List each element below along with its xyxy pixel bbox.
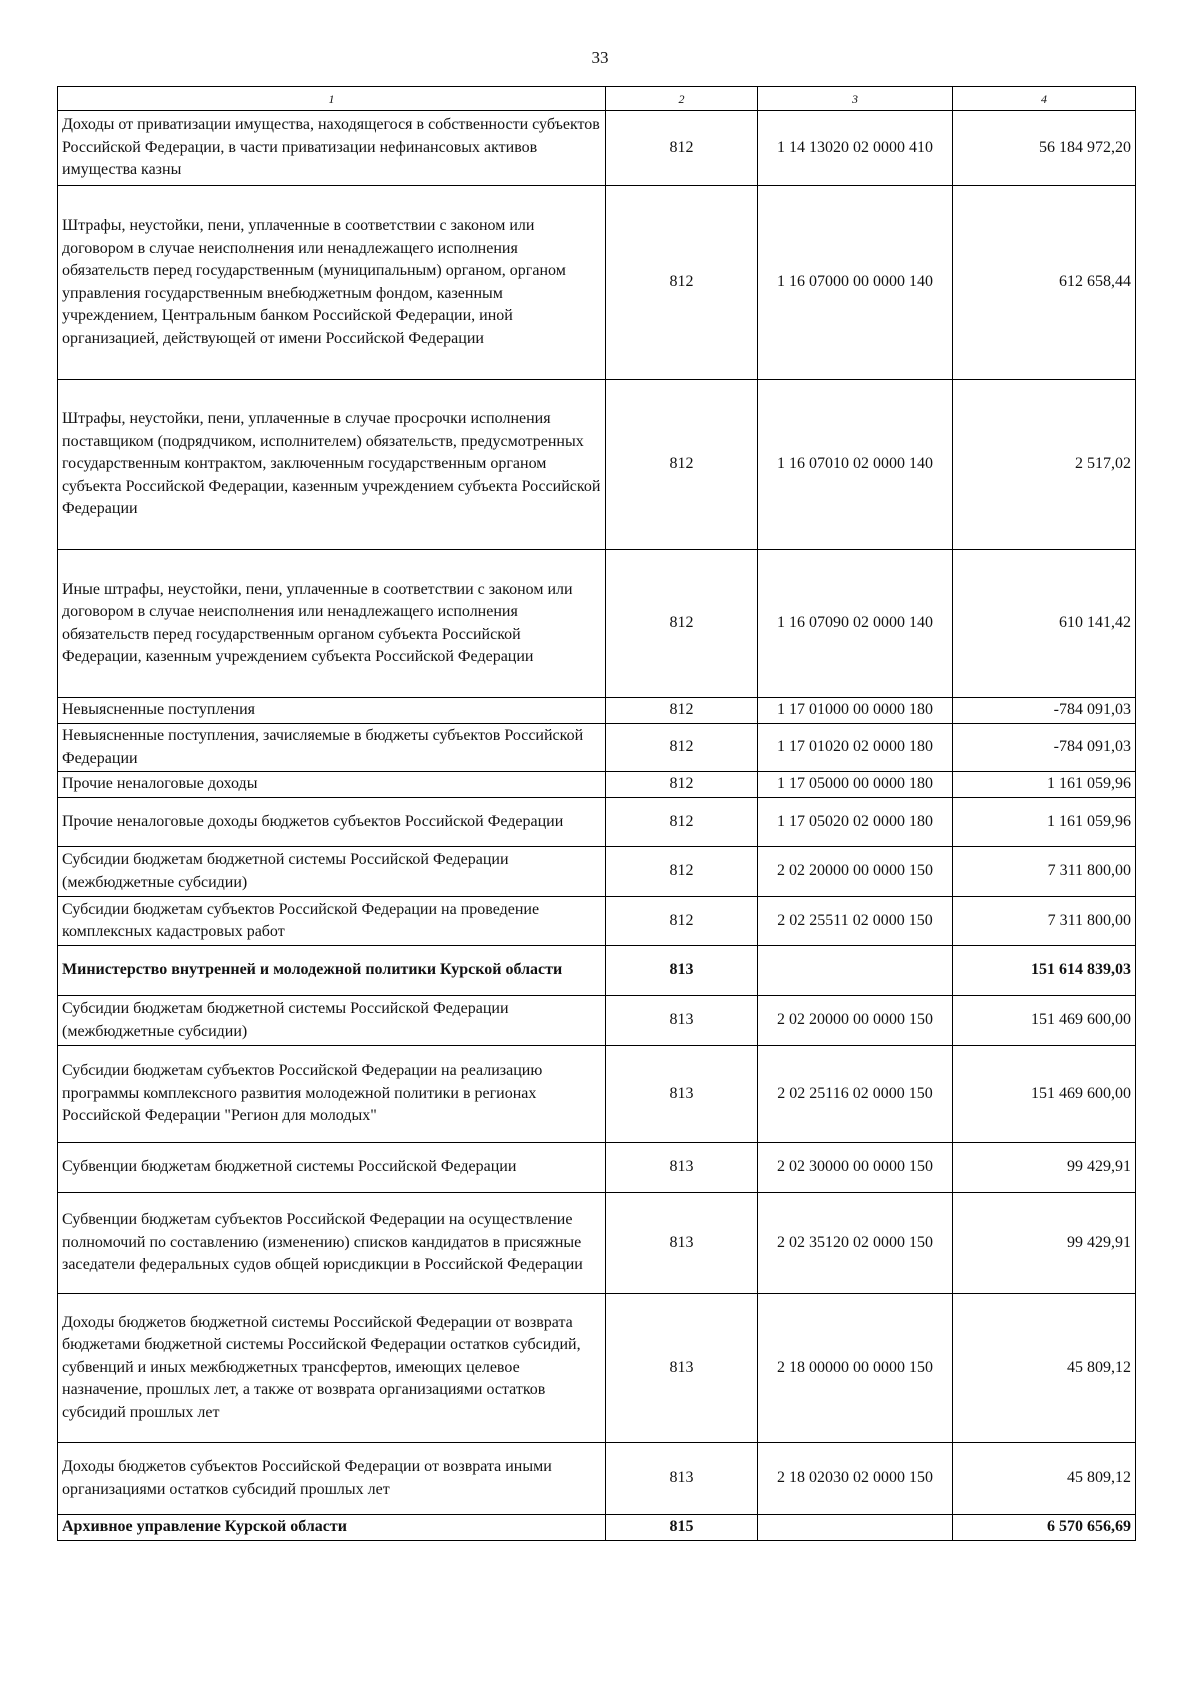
amount: 99 429,91	[953, 1193, 1136, 1294]
revenue-name: Доходы бюджетов бюджетной системы Российской Федерации от возврата бюджетами бюджетной системы Российской Федерации остатков субсидий, субвенций и иных межбюджетных трансфертов, имеющих целевое назначение, прошлых лет, а также от возврата организациями остатков субсидий прошлых лет	[58, 1294, 606, 1443]
classification-code: 2 18 00000 00 0000 150	[758, 1294, 953, 1443]
revenue-name: Субвенции бюджетам субъектов Российской Федерации на осуществление полномочий по составлению (изменению) списков кандидатов в присяжные заседатели федеральных судов общей юрисдикции в Российской Федерации	[58, 1193, 606, 1294]
table-row	[58, 1193, 1136, 1294]
classification-code: 1 17 05020 02 0000 180	[758, 798, 953, 847]
amount: 612 658,44	[953, 186, 1136, 380]
classification-code: 1 16 07010 02 0000 140	[758, 380, 953, 550]
column-header: 1	[58, 87, 606, 111]
classification-code: 1 17 01020 02 0000 180	[758, 724, 953, 772]
amount: 45 809,12	[953, 1294, 1136, 1443]
amount: 7 311 800,00	[953, 847, 1136, 897]
revenue-name: Доходы бюджетов субъектов Российской Федерации от возврата иными организациями остатков субсидий прошлых лет	[58, 1443, 606, 1515]
table-row	[58, 724, 1136, 772]
classification-code	[758, 1515, 953, 1541]
revenue-name: Штрафы, неустойки, пени, уплаченные в случае просрочки исполнения поставщиком (подрядчиком, исполнителем) обязательств, предусмотренных государственным контрактом, заключенным государственным органом субъекта Российской Федерации, казенным учреждением субъекта Российской Федерации	[58, 380, 606, 550]
classification-code: 1 16 07000 00 0000 140	[758, 186, 953, 380]
admin-code: 812	[606, 772, 758, 798]
classification-code: 2 02 20000 00 0000 150	[758, 847, 953, 897]
ministry-name: Архивное управление Курской области	[58, 1515, 606, 1541]
table-row	[58, 1294, 1136, 1443]
revenue-name: Субвенции бюджетам бюджетной системы Российской Федерации	[58, 1143, 606, 1193]
table-row	[58, 996, 1136, 1046]
classification-code: 1 16 07090 02 0000 140	[758, 550, 953, 698]
amount: 99 429,91	[953, 1143, 1136, 1193]
revenue-table	[57, 86, 1136, 1541]
classification-code: 1 17 01000 00 0000 180	[758, 698, 953, 724]
revenue-name: Невыясненные поступления, зачисляемые в бюджеты субъектов Российской Федерации	[58, 724, 606, 772]
classification-code: 1 17 05000 00 0000 180	[758, 772, 953, 798]
table-row	[58, 1443, 1136, 1515]
revenue-name: Доходы от приватизации имущества, находящегося в собственности субъектов Российской Федерации, в части приватизации нефинансовых активов имущества казны	[58, 111, 606, 186]
ministry-total-row	[58, 1515, 1136, 1541]
revenue-name: Штрафы, неустойки, пени, уплаченные в соответствии с законом или договором в случае неисполнения или ненадлежащего исполнения обязательств перед государственным (муниципальным) органом, органом управления государственным внебюджетным фондом, казенным учреждением, Центральным банком Российской Федерации, иной организацией, действующей от имени Российской Федерации	[58, 186, 606, 380]
revenue-name: Прочие неналоговые доходы	[58, 772, 606, 798]
admin-code: 812	[606, 847, 758, 897]
amount: 6 570 656,69	[953, 1515, 1136, 1541]
admin-code: 812	[606, 186, 758, 380]
classification-code: 2 02 20000 00 0000 150	[758, 996, 953, 1046]
amount: 56 184 972,20	[953, 111, 1136, 186]
column-header: 4	[953, 87, 1136, 111]
table-row	[58, 380, 1136, 550]
admin-code: 812	[606, 111, 758, 186]
revenue-name: Субсидии бюджетам бюджетной системы Российской Федерации (межбюджетные субсидии)	[58, 847, 606, 897]
column-header: 2	[606, 87, 758, 111]
amount: 45 809,12	[953, 1443, 1136, 1515]
admin-code: 813	[606, 1143, 758, 1193]
amount: 7 311 800,00	[953, 897, 1136, 946]
admin-code: 812	[606, 724, 758, 772]
admin-code: 813	[606, 1294, 758, 1443]
admin-code: 812	[606, 380, 758, 550]
table-row	[58, 698, 1136, 724]
classification-code: 2 02 35120 02 0000 150	[758, 1193, 953, 1294]
admin-code: 812	[606, 550, 758, 698]
amount: 610 141,42	[953, 550, 1136, 698]
table-row	[58, 1046, 1136, 1143]
admin-code: 812	[606, 897, 758, 946]
classification-code	[758, 946, 953, 996]
column-header: 3	[758, 87, 953, 111]
admin-code: 812	[606, 798, 758, 847]
ministry-total-row	[58, 946, 1136, 996]
classification-code: 2 02 25511 02 0000 150	[758, 897, 953, 946]
revenue-name: Прочие неналоговые доходы бюджетов субъектов Российской Федерации	[58, 798, 606, 847]
table-row	[58, 550, 1136, 698]
table-row	[58, 772, 1136, 798]
amount: 2 517,02	[953, 380, 1136, 550]
amount: 151 469 600,00	[953, 996, 1136, 1046]
admin-code: 813	[606, 1046, 758, 1143]
amount: 151 614 839,03	[953, 946, 1136, 996]
admin-code: 813	[606, 996, 758, 1046]
ministry-name: Министерство внутренней и молодежной политики Курской области	[58, 946, 606, 996]
admin-code: 812	[606, 698, 758, 724]
table-row	[58, 847, 1136, 897]
table-row	[58, 897, 1136, 946]
amount: 151 469 600,00	[953, 1046, 1136, 1143]
page-number: 33	[591, 48, 609, 67]
classification-code: 1 14 13020 02 0000 410	[758, 111, 953, 186]
table-row	[58, 186, 1136, 380]
classification-code: 2 18 02030 02 0000 150	[758, 1443, 953, 1515]
classification-code: 2 02 30000 00 0000 150	[758, 1143, 953, 1193]
admin-code: 813	[606, 1443, 758, 1515]
admin-code: 815	[606, 1515, 758, 1541]
admin-code: 813	[606, 1193, 758, 1294]
classification-code: 2 02 25116 02 0000 150	[758, 1046, 953, 1143]
revenue-name: Субсидии бюджетам субъектов Российской Федерации на реализацию программы комплексного развития молодежной политики в регионах Российской Федерации "Регион для молодых"	[58, 1046, 606, 1143]
table-row	[58, 1143, 1136, 1193]
amount: 1 161 059,96	[953, 798, 1136, 847]
admin-code: 813	[606, 946, 758, 996]
revenue-name: Иные штрафы, неустойки, пени, уплаченные в соответствии с законом или договором в случае неисполнения или ненадлежащего исполнения обязательств перед государственным органом субъекта Российской Федерации, казенным учреждением субъекта Российской Федерации	[58, 550, 606, 698]
revenue-name: Субсидии бюджетам бюджетной системы Российской Федерации (межбюджетные субсидии)	[58, 996, 606, 1046]
amount: -784 091,03	[953, 724, 1136, 772]
amount: -784 091,03	[953, 698, 1136, 724]
table-header-row	[58, 87, 1136, 111]
table-row	[58, 798, 1136, 847]
revenue-name: Субсидии бюджетам субъектов Российской Федерации на проведение комплексных кадастровых работ	[58, 897, 606, 946]
table-row	[58, 111, 1136, 186]
amount: 1 161 059,96	[953, 772, 1136, 798]
revenue-name: Невыясненные поступления	[58, 698, 606, 724]
